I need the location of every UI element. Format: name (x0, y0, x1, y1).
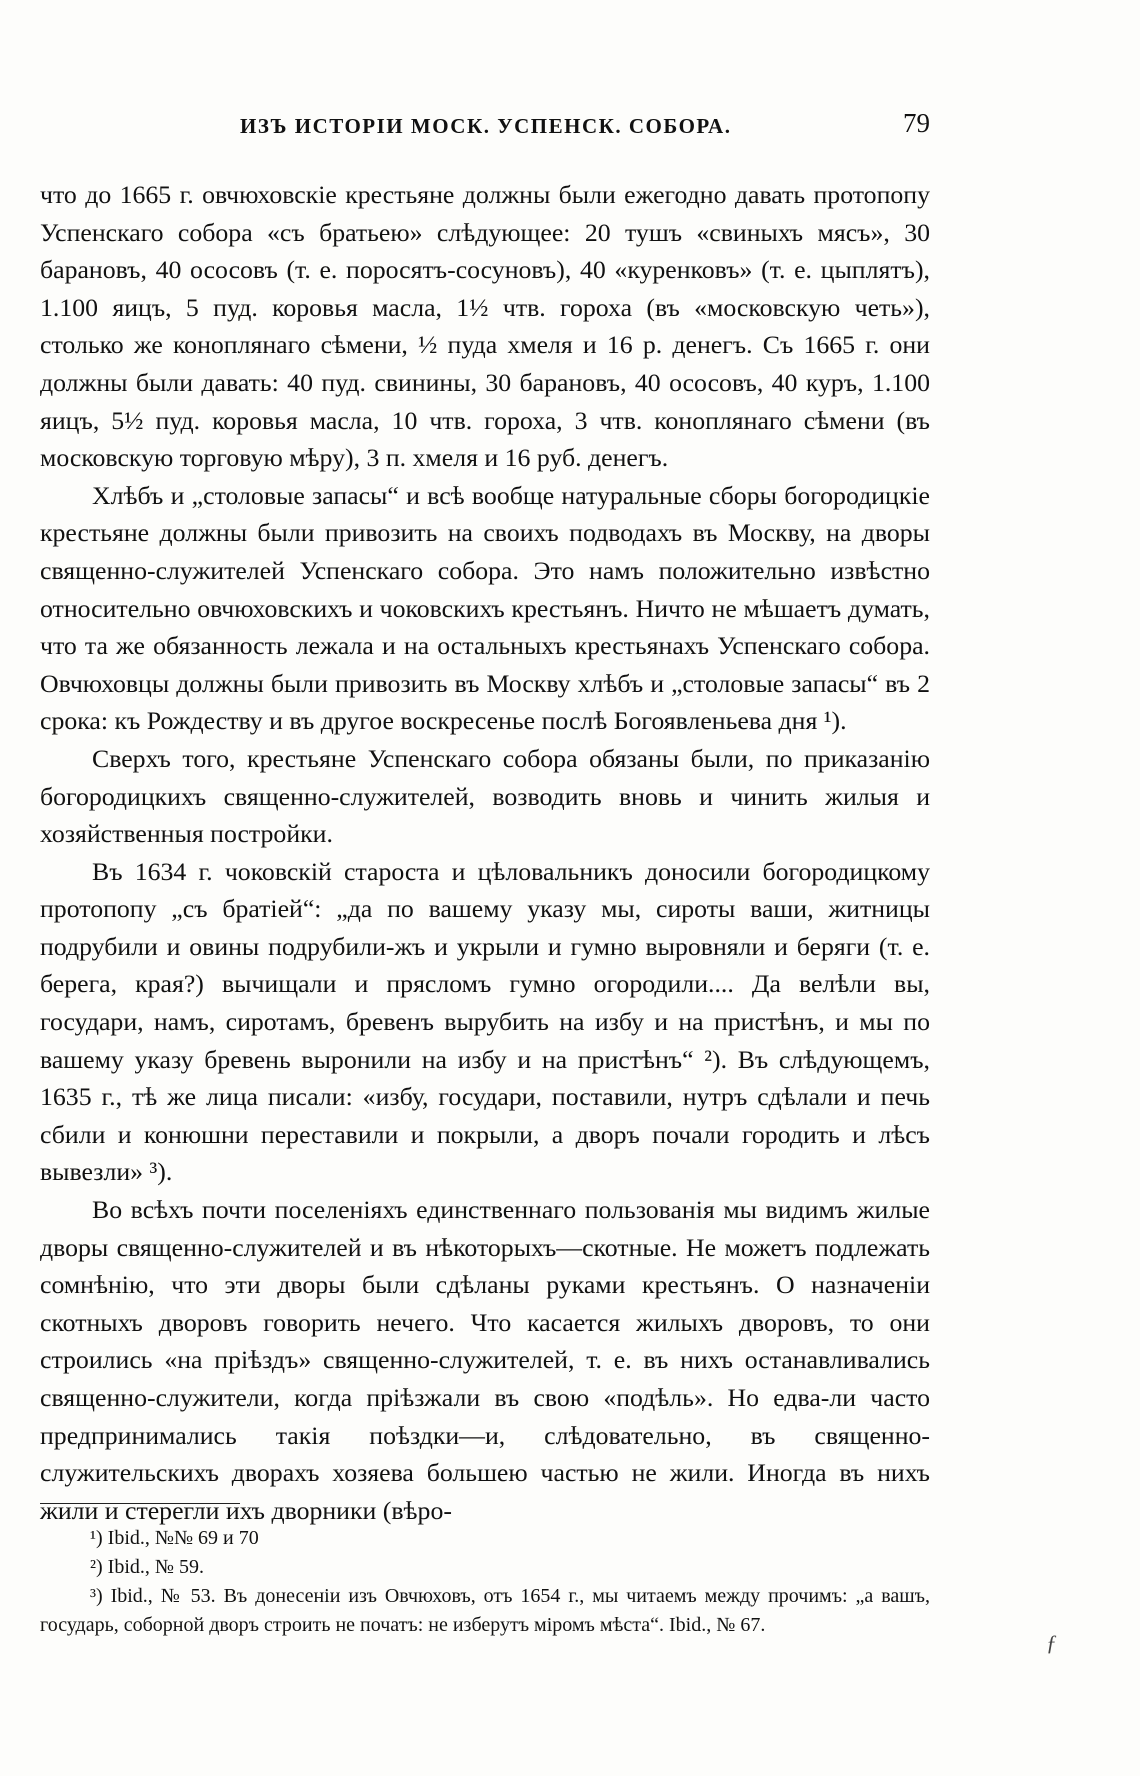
paragraph-1: что до 1665 г. овчюховскіе крестьяне должны были ежегодно давать протопопу Успенскаго собора «съ братьею» слѣдующее: 20 тушъ «свиныхъ мясъ», 30 барановъ, 40 ососовъ (т. е. поросятъ-сосуновъ), 40 «куренковъ» (т. е. цыплятъ), 1.100 яицъ, 5 пуд. коровья масла, 1½ чтв. гороха (въ «московскую четь»), столько же коноплянаго сѣмени, ½ пуда хмеля и 16 р. денегъ. Съ 1665 г. они должны были давать: 40 пуд. свинины, 30 барановъ, 40 ососовъ, 40 куръ, 1.100 яицъ, 5½ пуд. коровья масла, 10 чтв. гороха, 3 чтв. коноплянаго сѣмени (въ московскую торговую мѣру), 3 п. хмеля и 16 руб. денегъ. (40, 180, 930, 473)
paragraph-2: Хлѣбъ и „столовые запасы“ и всѣ вообще натуральные сборы богородицкіе крестьяне должны были привозить на своихъ подводахъ въ Москву, на дворы священно-служителей Успенскаго собора. Это намъ положительно извѣстно относительно овчюховскихъ и чоковскихъ крестьянъ. Ничто не мѣшаетъ думать, что та же обязанность лежала и на остальныхъ крестьянахъ Успенскаго собора. Овчюховцы должны были привозить въ Москву хлѣбъ и „столовые запасы“ въ 2 срока: къ Рождеству и въ другое воскресенье послѣ Богоявленьева дня ¹). (40, 480, 930, 736)
page-header (40, 108, 930, 148)
body-text (40, 176, 930, 1529)
margin-mark: ƒ (1046, 1630, 1057, 1655)
footnotes (40, 1524, 930, 1640)
paragraph-3: Сверхъ того, крестьяне Успенскаго собора обязаны были, по приказанію богородицкихъ священно-служителей, возводить вновь и чинить жилыя и хозяйственныя постройки. (40, 743, 930, 849)
footnote-2: ²) Ibid., № 59. (90, 1556, 204, 1578)
footnote-3: ³) Ibid., № 53. Въ донесеніи изъ Овчюховъ, отъ 1654 г., мы читаемъ между прочимъ: „а вашъ, государь, соборной дворъ строить не початъ: не изберутъ міромъ мѣста“. Ibid., № 67. (40, 1585, 930, 1636)
running-head: ИЗЪ ИСТОРІИ МОСК. УСПЕНСК. СОБОРА. (240, 114, 732, 138)
paragraph-5: Во всѣхъ почти поселеніяхъ единственнаго пользованія мы видимъ жилые дворы священно-служителей и въ нѣкоторыхъ—скотные. Не можетъ подлежать сомнѣнію, что эти дворы были сдѣланы руками крестьянъ. О назначеніи скотныхъ дворовъ говорить нечего. Что касается жилыхъ дворовъ, то они строились «на пріѣздъ» священно-служителей, т. е. въ нихъ останавливались священно-служители, когда пріѣзжали въ свою «подѣль». Но едва-ли часто предпринимались такія поѣздки—и, слѣдовательно, въ священно-служительскихъ дворахъ хозяева большею частью не жили. Иногда въ нихъ жили и стерегли ихъ дворники (вѣро- (40, 1195, 930, 1525)
paragraph-4: Въ 1634 г. чоковскій староста и цѣловальникъ доносили богородицкому протопопу „съ братіей“: „да по вашему указу мы, сироты ваши, житницы подрубили и овины подрубили-жъ и укрыли и гумно выровняли и беряги (т. е. берега, края?) вычищали и прясломъ гумно огородили.... Да велѣли вы, государи, намъ, сиротамъ, бревенъ вырубить на избу и на пристѣнъ, и мы по вашему указу бревень выронили на избу и на пристѣнъ“ ²). Въ слѣдующемъ, 1635 г., тѣ же лица писали: «избу, государи, поставили, нутръ сдѣлали и печь сбили и конюшни переставили и покрыли, а дворъ почали городить и лѣсъ вывезли» ³). (40, 856, 930, 1187)
footnote-1: ¹) Ibid., №№ 69 и 70 (90, 1527, 259, 1549)
footnote-divider (40, 1503, 240, 1504)
page-number: 79 (903, 108, 930, 138)
